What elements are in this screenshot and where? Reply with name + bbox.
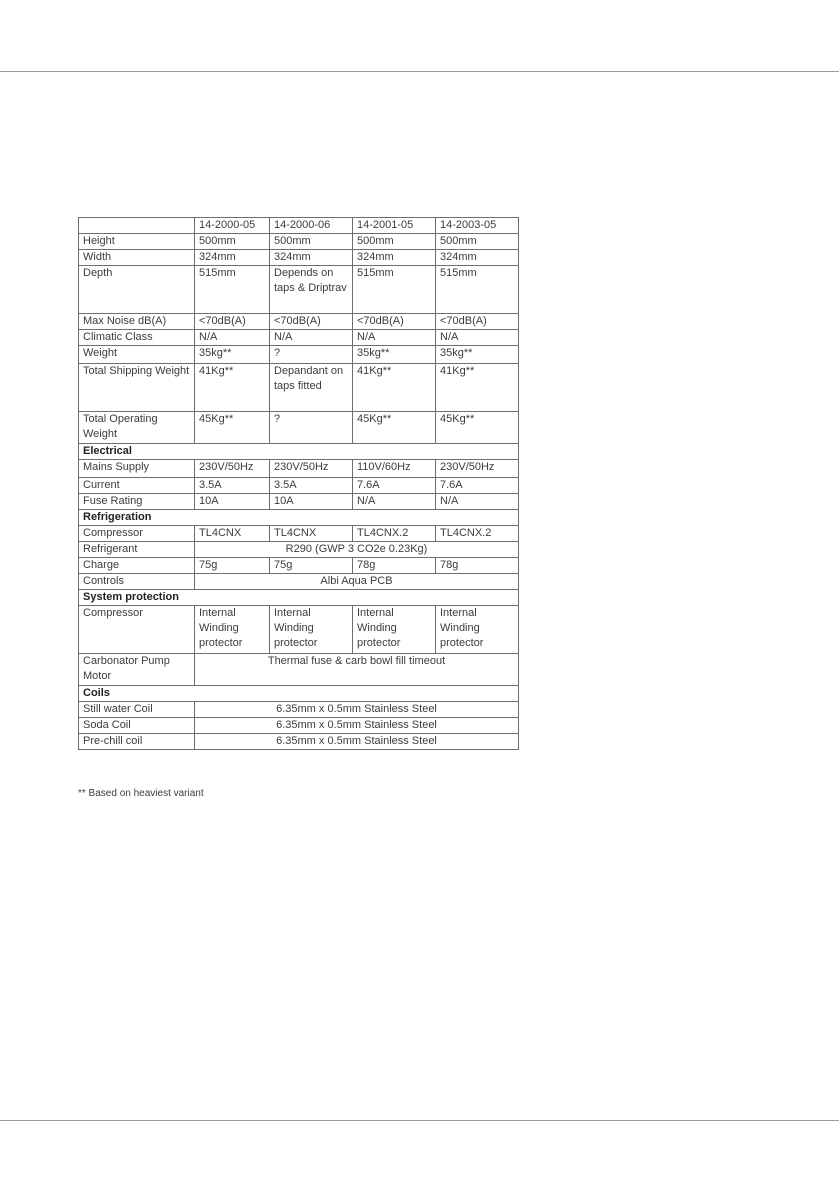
- section-heading-system-protection: System protection: [79, 590, 519, 606]
- table-row: [79, 526, 519, 542]
- table-cell: 324mm: [270, 250, 353, 266]
- table-cell: 230V/50Hz: [436, 460, 519, 478]
- table-cell: TL4CNX: [195, 526, 270, 542]
- table-row: [79, 558, 519, 574]
- table-cell: 515mm: [353, 266, 436, 314]
- table-cell: 78g: [353, 558, 436, 574]
- table-row: [79, 266, 519, 314]
- table-cell: 230V/50Hz: [195, 460, 270, 478]
- row-label: Climatic Class: [79, 330, 195, 346]
- table-row: [79, 330, 519, 346]
- table-row: [79, 574, 519, 590]
- table-cell: N/A: [353, 494, 436, 510]
- table-row: [79, 542, 519, 558]
- table-cell: 35kg**: [195, 346, 270, 364]
- table-cell: 3.5A: [270, 478, 353, 494]
- table-cell: 41Kg**: [195, 364, 270, 412]
- header-cell: 14-2000-06: [270, 218, 353, 234]
- table-cell: 75g: [270, 558, 353, 574]
- spec-table: [78, 217, 519, 750]
- table-cell: 35kg**: [353, 346, 436, 364]
- section-header-row: [79, 444, 519, 460]
- table-cell: 10A: [195, 494, 270, 510]
- footer-rule: [0, 1120, 839, 1121]
- table-cell: 10A: [270, 494, 353, 510]
- table-row: [79, 702, 519, 718]
- table-row: [79, 718, 519, 734]
- table-cell: 35kg**: [436, 346, 519, 364]
- row-label: Max Noise dB(A): [79, 314, 195, 330]
- section-header-row: [79, 590, 519, 606]
- table-row: [79, 654, 519, 686]
- table-cell: 41Kg**: [436, 364, 519, 412]
- table-cell: 324mm: [195, 250, 270, 266]
- table-cell: N/A: [436, 330, 519, 346]
- table-cell: 6.35mm x 0.5mm Stainless Steel: [195, 718, 519, 734]
- row-label: Still water Coil: [79, 702, 195, 718]
- table-cell: 500mm: [270, 234, 353, 250]
- table-cell: 515mm: [436, 266, 519, 314]
- header-cell: 14-2003-05: [436, 218, 519, 234]
- table-cell: 3.5A: [195, 478, 270, 494]
- table-cell: <70dB(A): [270, 314, 353, 330]
- row-label: Current: [79, 478, 195, 494]
- table-cell: 45Kg**: [195, 412, 270, 444]
- table-cell: Internal Winding protector: [270, 606, 353, 654]
- footnote: ** Based on heaviest variant: [78, 788, 204, 799]
- table-cell: 110V/60Hz: [353, 460, 436, 478]
- table-cell: 230V/50Hz: [270, 460, 353, 478]
- table-cell: 500mm: [195, 234, 270, 250]
- table-cell: 324mm: [436, 250, 519, 266]
- row-label: Total Operating Weight: [79, 412, 195, 444]
- row-label: Pre-chill coil: [79, 734, 195, 750]
- row-label: Carbonator Pump Motor: [79, 654, 195, 686]
- table-row: [79, 364, 519, 412]
- row-label: Controls: [79, 574, 195, 590]
- table-row: [79, 314, 519, 330]
- table-cell: N/A: [353, 330, 436, 346]
- table-cell: N/A: [195, 330, 270, 346]
- row-label: Weight: [79, 346, 195, 364]
- header-cell: [79, 218, 195, 234]
- table-cell: TL4CNX: [270, 526, 353, 542]
- table-row: [79, 460, 519, 478]
- table-row: [79, 494, 519, 510]
- table-cell: 324mm: [353, 250, 436, 266]
- table-cell: TL4CNX.2: [353, 526, 436, 542]
- table-cell: N/A: [270, 330, 353, 346]
- row-label: Total Shipping Weight: [79, 364, 195, 412]
- table-cell: 45Kg**: [436, 412, 519, 444]
- table-row: [79, 412, 519, 444]
- section-header-row: [79, 510, 519, 526]
- table-cell: <70dB(A): [436, 314, 519, 330]
- table-cell: <70dB(A): [353, 314, 436, 330]
- table-cell: 41Kg**: [353, 364, 436, 412]
- table-row: [79, 478, 519, 494]
- table-cell: 6.35mm x 0.5mm Stainless Steel: [195, 702, 519, 718]
- table-row: [79, 734, 519, 750]
- row-label: Width: [79, 250, 195, 266]
- row-label: Depth: [79, 266, 195, 314]
- section-header-row: [79, 686, 519, 702]
- table-cell: 500mm: [436, 234, 519, 250]
- table-row: [79, 346, 519, 364]
- table-cell: 45Kg**: [353, 412, 436, 444]
- row-label: Refrigerant: [79, 542, 195, 558]
- table-cell: Thermal fuse & carb bowl fill timeout: [195, 654, 519, 686]
- table-cell: Internal Winding protector: [195, 606, 270, 654]
- table-cell: <70dB(A): [195, 314, 270, 330]
- header-rule: [0, 71, 839, 72]
- table-cell: Internal Winding protector: [353, 606, 436, 654]
- table-cell: ?: [270, 412, 353, 444]
- table-row: [79, 606, 519, 654]
- table-cell: ?: [270, 346, 353, 364]
- table-cell: 7.6A: [436, 478, 519, 494]
- table-cell: R290 (GWP 3 CO2e 0.23Kg): [195, 542, 519, 558]
- row-label: Compressor: [79, 606, 195, 654]
- row-label: Height: [79, 234, 195, 250]
- row-label: Soda Coil: [79, 718, 195, 734]
- table-cell: 6.35mm x 0.5mm Stainless Steel: [195, 734, 519, 750]
- table-cell: 7.6A: [353, 478, 436, 494]
- table-cell: 78g: [436, 558, 519, 574]
- table-cell: N/A: [436, 494, 519, 510]
- table-cell: 75g: [195, 558, 270, 574]
- header-cell: 14-2000-05: [195, 218, 270, 234]
- table-header-row: [79, 218, 519, 234]
- row-label: Charge: [79, 558, 195, 574]
- section-heading-coils: Coils: [79, 686, 519, 702]
- table-cell: Depandant on taps fitted: [270, 364, 353, 412]
- table-row: [79, 250, 519, 266]
- table-cell: Depends on taps & Driptrav: [270, 266, 353, 314]
- row-label: Mains Supply: [79, 460, 195, 478]
- row-label: Compressor: [79, 526, 195, 542]
- table-cell: 515mm: [195, 266, 270, 314]
- table-cell: TL4CNX.2: [436, 526, 519, 542]
- table-cell: Albi Aqua PCB: [195, 574, 519, 590]
- row-label: Fuse Rating: [79, 494, 195, 510]
- section-heading-electrical: Electrical: [79, 444, 519, 460]
- header-cell: 14-2001-05: [353, 218, 436, 234]
- table-row: [79, 234, 519, 250]
- section-heading-refrigeration: Refrigeration: [79, 510, 519, 526]
- table-cell: 500mm: [353, 234, 436, 250]
- table-cell: Internal Winding protector: [436, 606, 519, 654]
